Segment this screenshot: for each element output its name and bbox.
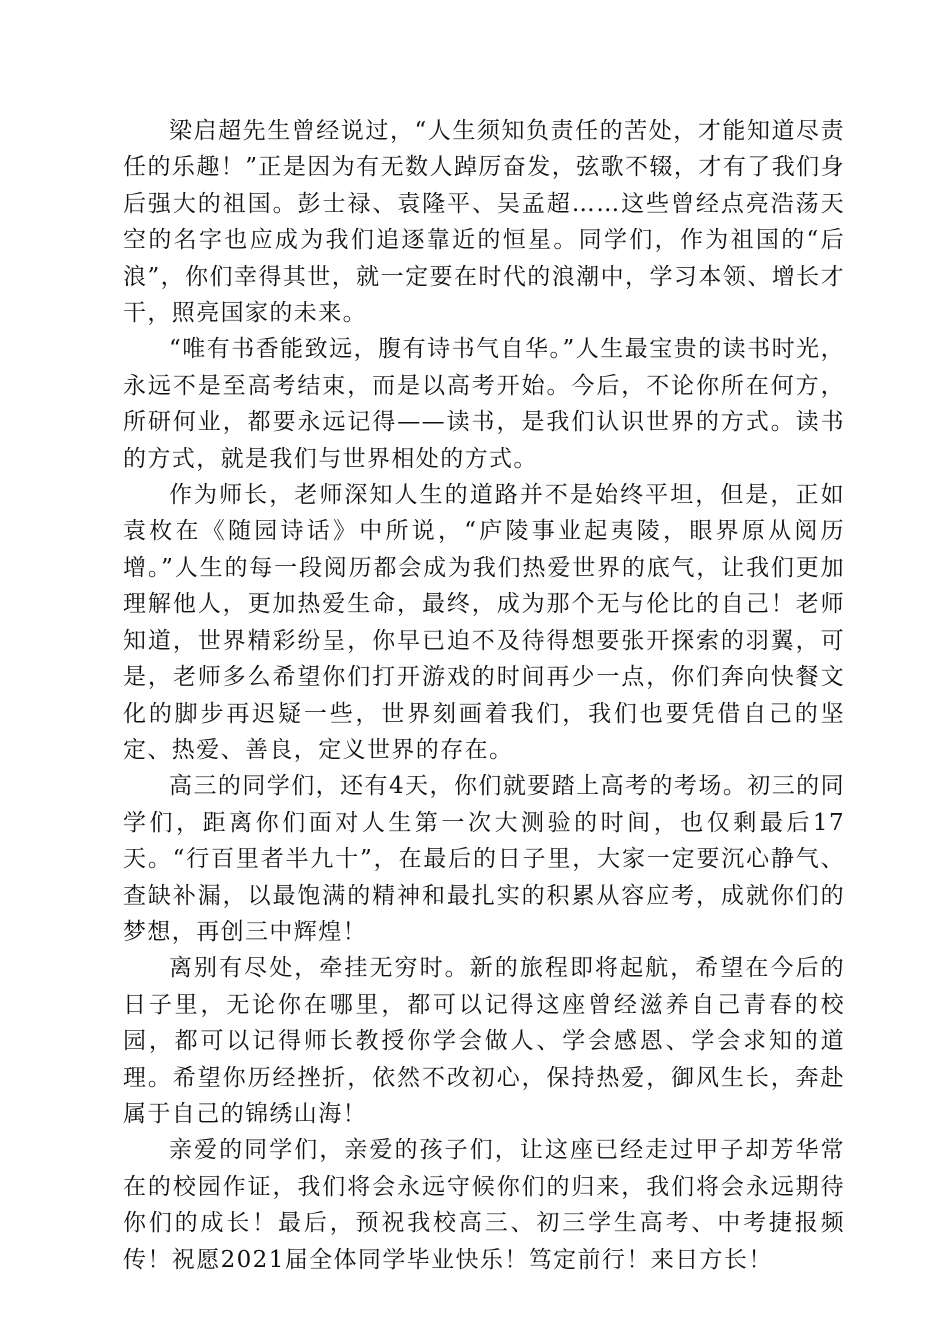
document-body xyxy=(123,113,845,1278)
paragraph-reading: “唯有书香能致远，腹有诗书气自华。”人生最宝贵的读书时光，永远不是至高考结束，而是以高考开始。今后，不论你所在何方，所研何业，都要永远记得——读书，是我们认识世界的方式。读书的方式，就是我们与世界相处的方式。 xyxy=(123,336,845,472)
paragraph-closing: 亲爱的同学们，亲爱的孩子们，让这座已经走过甲子却芳华常在的校园作证，我们将会永远守候你们的归来，我们将会永远期待你们的成长！最后，预祝我校高三、初三学生高考、中考捷报频传！祝愿2021届全体同学毕业快乐！笃定前行！来日方长！ xyxy=(123,1137,845,1273)
paragraph-responsibility: 梁启超先生曾经说过，“人生须知负责任的苦处，才能知道尽责任的乐趣！”正是因为有无数人踔厉奋发，弦歌不辍，才有了我们身后强大的祖国。彭士禄、袁隆平、吴孟超……这些曾经点亮浩荡天空的名字也应成为我们追逐靠近的恒星。同学们，作为祖国的“后浪”，你们幸得其世，就一定要在时代的浪潮中，学习本领、增长才干，照亮国家的未来。 xyxy=(123,118,845,327)
paragraph-farewell: 离别有尽处，牵挂无穷时。新的旅程即将起航，希望在今后的日子里，无论你在哪里，都可以记得这座曾经滋养自己青春的校园，都可以记得师长教授你学会做人、学会感恩、学会求知的道理。希望你历经挫折，依然不改初心，保持热爱，御风生长，奔赴属于自己的锦绣山海！ xyxy=(123,955,845,1127)
paragraph-exams: 高三的同学们，还有4天，你们就要踏上高考的考场。初三的同学们，距离你们面对人生第一次大测验的时间，也仅剩最后17天。“行百里者半九十”，在最后的日子里，大家一定要沉心静气、查缺补漏，以最饱满的精神和最扎实的积累从容应考，成就你们的梦想，再创三中辉煌！ xyxy=(123,773,845,945)
paragraph-experience: 作为师长，老师深知人生的道路并不是始终平坦，但是，正如袁枚在《随园诗话》中所说，“庐陵事业起夷陵，眼界原从阅历增。”人生的每一段阅历都会成为我们热爱世界的底气，让我们更加理解他人，更加热爱生命，最终，成为那个无与伦比的自己！老师知道，世界精彩纷呈，你早已迫不及待得想要张开探索的羽翼，可是，老师多么希望你们打开游戏的时间再少一点，你们奔向快餐文化的脚步再迟疑一些，世界刻画着我们，我们也要凭借自己的坚定、热爱、善良，定义世界的存在。 xyxy=(123,482,845,763)
